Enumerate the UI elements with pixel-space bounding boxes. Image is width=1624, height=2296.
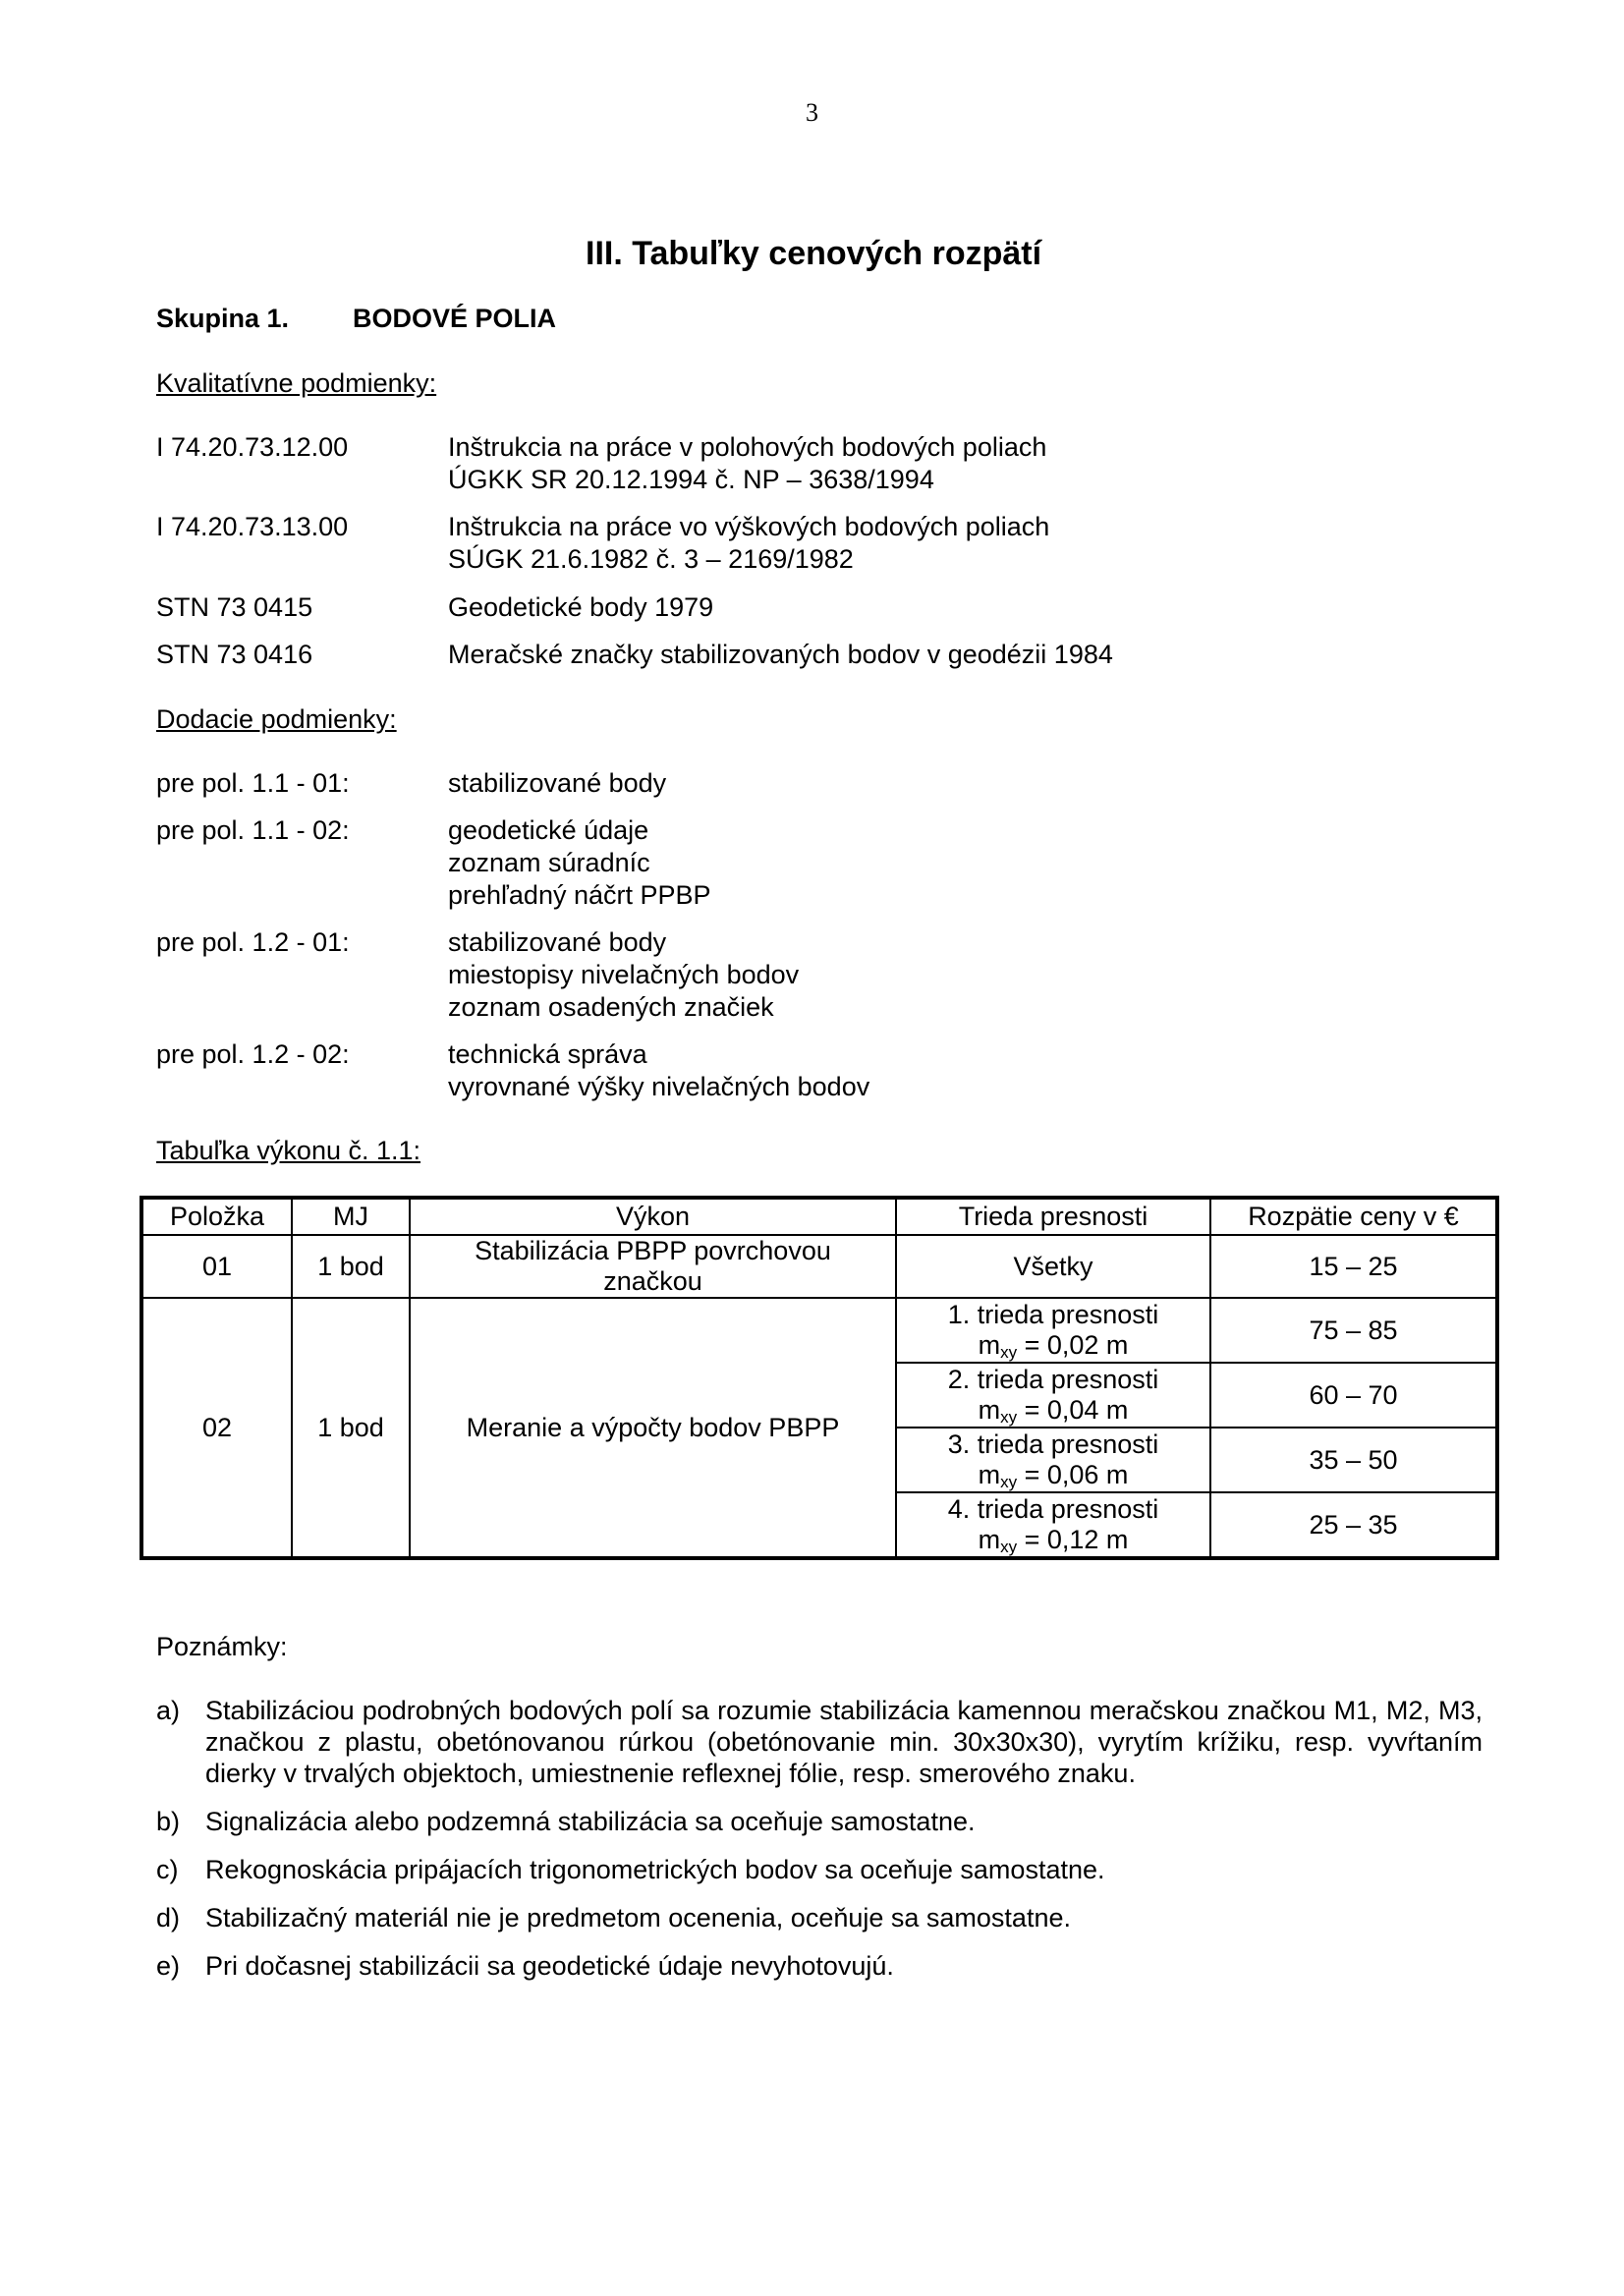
cell-accuracy-class bbox=[896, 1492, 1210, 1558]
accuracy-class-label: 4. trieda presnosti bbox=[947, 1494, 1159, 1524]
m-subscript: xy bbox=[1000, 1343, 1018, 1362]
note-letter-c: c) bbox=[156, 1855, 179, 1884]
header-item: Položka bbox=[141, 1198, 292, 1235]
cell-price-range: 15 – 25 bbox=[1210, 1235, 1497, 1298]
note-letter-e: e) bbox=[156, 1951, 181, 1981]
cell-unit: 1 bod bbox=[292, 1235, 410, 1298]
section-heading: III. Tabuľky cenových rozpätí bbox=[586, 235, 1042, 272]
performance-table bbox=[140, 1196, 1499, 1560]
page-number: 3 bbox=[806, 98, 818, 127]
note-text-e: Pri dočasnej stabilizácii sa geodetické údaje nevyhotovujú. bbox=[205, 1951, 894, 1981]
group-label: Skupina 1. bbox=[156, 304, 290, 333]
m-value: = 0,12 m bbox=[1017, 1525, 1129, 1554]
delivery-text-2b: zoznam súradníc bbox=[448, 848, 650, 877]
delivery-text-3b: miestopisy nivelačných bodov bbox=[448, 960, 800, 989]
delivery-text-2c: prehľadný náčrt PPBP bbox=[448, 880, 711, 910]
m-subscript: xy bbox=[1000, 1408, 1018, 1427]
quality-conditions-title: Kvalitatívne podmienky: bbox=[156, 368, 437, 398]
quality-code-4: STN 73 0416 bbox=[156, 640, 313, 669]
delivery-text-3c: zoznam osadených značiek bbox=[448, 992, 774, 1022]
quality-text-2b: SÚGK 21.6.1982 č. 3 – 2169/1982 bbox=[448, 544, 854, 574]
delivery-conditions-title: Dodacie podmienky: bbox=[156, 704, 397, 734]
m-value: = 0,04 m bbox=[1017, 1395, 1129, 1425]
accuracy-value bbox=[901, 1330, 1205, 1361]
table-row bbox=[141, 1235, 1497, 1298]
cell-accuracy-class bbox=[896, 1298, 1210, 1363]
quality-text-4: Meračské značky stabilizovaných bodov v geodézii 1984 bbox=[448, 640, 1113, 669]
delivery-text-4b: vyrovnané výšky nivelačných bodov bbox=[448, 1072, 870, 1101]
quality-text-3: Geodetické body 1979 bbox=[448, 592, 714, 622]
table-header-row bbox=[141, 1198, 1497, 1235]
m-symbol: m bbox=[978, 1330, 1001, 1360]
note-text-d: Stabilizačný materiál nie je predmetom ocenenia, oceňuje sa samostatne. bbox=[205, 1903, 1071, 1932]
quality-text-2a: Inštrukcia na práce vo výškových bodových poliach bbox=[448, 512, 1050, 541]
group-name: BODOVÉ POLIA bbox=[353, 304, 557, 333]
accuracy-class-label: 1. trieda presnosti bbox=[947, 1300, 1159, 1329]
m-value: = 0,06 m bbox=[1017, 1460, 1129, 1489]
accuracy-value bbox=[901, 1525, 1205, 1555]
header-price-range: Rozpätie ceny v € bbox=[1210, 1198, 1497, 1235]
cell-price-range: 60 – 70 bbox=[1210, 1363, 1497, 1428]
note-text-b: Signalizácia alebo podzemná stabilizácia sa oceňuje samostatne. bbox=[205, 1807, 976, 1836]
cell-accuracy-class bbox=[896, 1428, 1210, 1492]
cell-unit: 1 bod bbox=[292, 1298, 410, 1558]
accuracy-value bbox=[901, 1460, 1205, 1490]
header-work: Výkon bbox=[410, 1198, 896, 1235]
note-letter-a: a) bbox=[156, 1696, 181, 1725]
m-symbol: m bbox=[978, 1460, 1001, 1489]
cell-price-range: 25 – 35 bbox=[1210, 1492, 1497, 1558]
delivery-code-4: pre pol. 1.2 - 02: bbox=[156, 1039, 350, 1069]
note-letter-b: b) bbox=[156, 1807, 181, 1836]
notes-title: Poznámky: bbox=[156, 1632, 288, 1661]
m-subscript: xy bbox=[1000, 1473, 1018, 1491]
cell-work bbox=[410, 1235, 896, 1298]
delivery-text-1a: stabilizované body bbox=[448, 768, 667, 798]
header-unit: MJ bbox=[292, 1198, 410, 1235]
quality-text-1b: ÚGKK SR 20.12.1994 č. NP – 3638/1994 bbox=[448, 465, 934, 494]
accuracy-class-label: 3. trieda presnosti bbox=[947, 1429, 1159, 1459]
quality-code-2: I 74.20.73.13.00 bbox=[156, 512, 349, 541]
cell-price-range: 35 – 50 bbox=[1210, 1428, 1497, 1492]
cell-item: 01 bbox=[141, 1235, 292, 1298]
note-letter-d: d) bbox=[156, 1903, 181, 1932]
table-title: Tabuľka výkonu č. 1.1: bbox=[156, 1136, 421, 1165]
m-value: = 0,02 m bbox=[1017, 1330, 1129, 1360]
delivery-code-3: pre pol. 1.2 - 01: bbox=[156, 927, 350, 957]
note-text-c: Rekognoskácia pripájacích trigonometrických bodov sa oceňuje samostatne. bbox=[205, 1855, 1105, 1884]
delivery-text-4a: technická správa bbox=[448, 1039, 647, 1069]
quality-text-1a: Inštrukcia na práce v polohových bodových poliach bbox=[448, 432, 1047, 462]
cell-item: 02 bbox=[141, 1298, 292, 1558]
accuracy-class-label: 2. trieda presnosti bbox=[947, 1365, 1159, 1394]
delivery-text-2a: geodetické údaje bbox=[448, 815, 649, 845]
quality-code-1: I 74.20.73.12.00 bbox=[156, 432, 349, 462]
quality-code-3: STN 73 0415 bbox=[156, 592, 313, 622]
m-symbol: m bbox=[978, 1525, 1001, 1554]
note-text-a: Stabilizáciou podrobných bodových polí sa rozumie stabilizácia kamennou meračskou značkou M1, M2, M3, značkou z plastu, obetónovanou rúrkou (obetónovanie min. 30x30x30), vyrytím krížiku, resp. vyvŕtaním dierky v trvalých objektoch, umiestnenie reflexnej fólie, resp. smerového znaku. bbox=[205, 1696, 1483, 1788]
header-accuracy-class: Trieda presnosti bbox=[896, 1198, 1210, 1235]
m-symbol: m bbox=[978, 1395, 1001, 1425]
cell-accuracy-class: Všetky bbox=[896, 1235, 1210, 1298]
delivery-code-2: pre pol. 1.1 - 02: bbox=[156, 815, 350, 845]
accuracy-value bbox=[901, 1395, 1205, 1426]
table-row bbox=[141, 1298, 1497, 1363]
cell-work-line-2: značkou bbox=[603, 1266, 702, 1296]
delivery-code-1: pre pol. 1.1 - 01: bbox=[156, 768, 350, 798]
m-subscript: xy bbox=[1000, 1538, 1018, 1556]
cell-accuracy-class bbox=[896, 1363, 1210, 1428]
cell-work: Meranie a výpočty bodov PBPP bbox=[410, 1298, 896, 1558]
cell-price-range: 75 – 85 bbox=[1210, 1298, 1497, 1363]
delivery-text-3a: stabilizované body bbox=[448, 927, 667, 957]
cell-work-line-1: Stabilizácia PBPP povrchovou bbox=[475, 1236, 831, 1265]
